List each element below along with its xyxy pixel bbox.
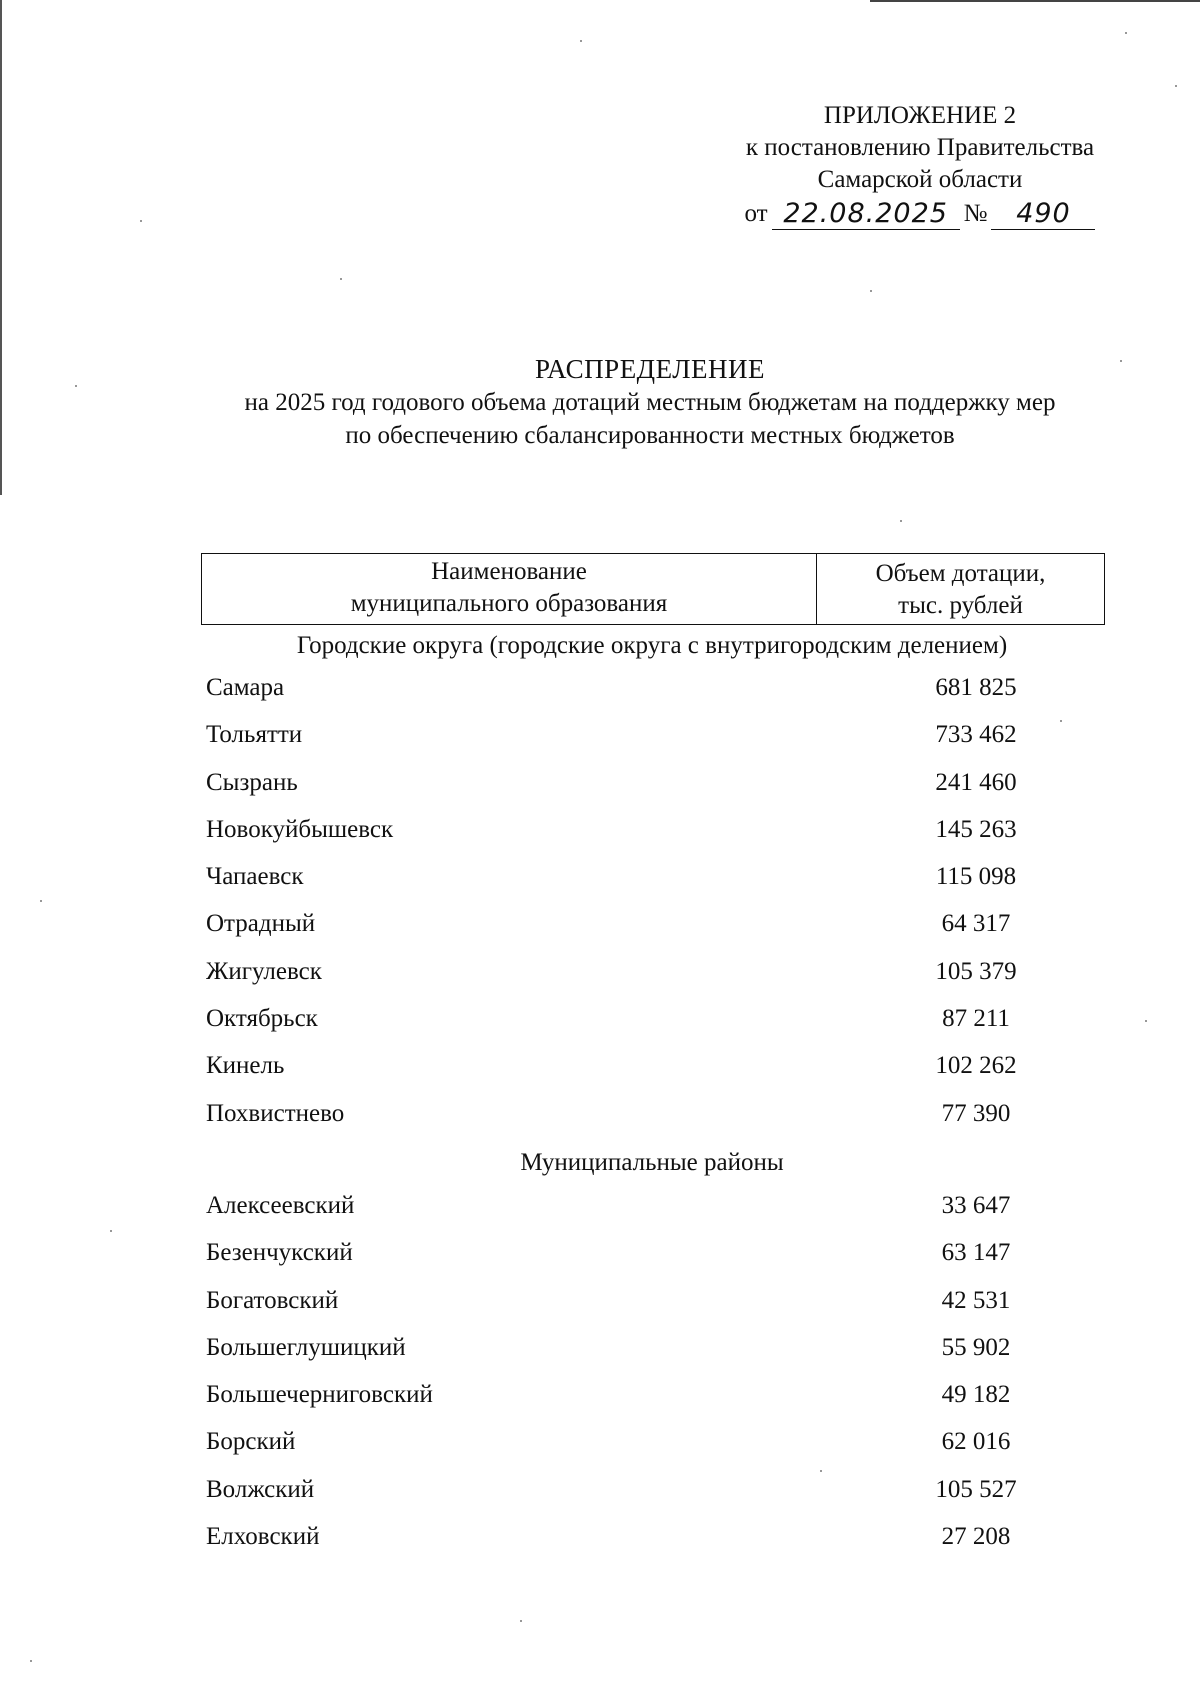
- table-row: [206, 672, 1106, 719]
- scan-speck: [1145, 1020, 1147, 1022]
- scan-speck: [1060, 720, 1062, 722]
- row-value: 27 208: [941, 1523, 1011, 1551]
- row-name: Самара: [206, 674, 285, 701]
- appendix-reference: к постановлению Правительства: [745, 134, 1095, 161]
- table-row: [206, 861, 1106, 908]
- scan-edge-left: [0, 0, 2, 495]
- scan-speck: [900, 520, 902, 522]
- header-name-column: [202, 554, 817, 624]
- title-line-3: по обеспечению сбалансированности местных бюджетов: [345, 422, 955, 449]
- row-value: 77 390: [941, 1099, 1011, 1127]
- section-heading-municipal-districts: Муниципальные районы: [520, 1149, 784, 1176]
- section-rows-city-districts: [206, 672, 1106, 1145]
- table-row: [206, 1332, 1106, 1379]
- row-name: Сызрань: [206, 768, 298, 796]
- table-row: [206, 1098, 1106, 1145]
- row-name: Октябрьск: [206, 1005, 318, 1033]
- table-row: [206, 719, 1106, 766]
- row-value: 42 531: [941, 1286, 1011, 1314]
- row-name: Тольятти: [206, 721, 303, 749]
- handwritten-number: 490: [991, 199, 1095, 230]
- row-name: Алексеевский: [206, 1192, 355, 1219]
- row-value: 681 825: [935, 674, 1017, 701]
- appendix-date-number: [700, 198, 1140, 230]
- scan-speck: [870, 290, 872, 292]
- scan-speck: [40, 900, 42, 902]
- scan-speck: [110, 1230, 112, 1232]
- row-value: 241 460: [935, 768, 1017, 796]
- row-name: Богатовский: [206, 1286, 339, 1314]
- header-name-line1: Наименование: [431, 558, 587, 585]
- scan-speck: [1125, 32, 1127, 34]
- row-value: 102 262: [935, 1052, 1017, 1080]
- table-row: [206, 1285, 1106, 1332]
- number-sign: №: [963, 200, 988, 227]
- title-main: РАСПРЕДЕЛЕНИЕ: [534, 354, 766, 384]
- document-title: [170, 353, 1130, 452]
- scan-speck: [580, 40, 582, 42]
- row-name: Большеглушицкий: [206, 1333, 406, 1361]
- row-name: Похвистнево: [206, 1099, 345, 1127]
- table-row: [206, 1521, 1106, 1568]
- appendix-region: Самарской области: [817, 166, 1023, 193]
- table-header: [201, 553, 1105, 625]
- table-row: [206, 908, 1106, 955]
- header-value-column: [817, 554, 1104, 624]
- scan-speck: [30, 1660, 32, 1662]
- row-name: Елховский: [206, 1523, 320, 1551]
- row-value: 33 647: [941, 1192, 1011, 1219]
- table-row: [206, 1426, 1106, 1473]
- row-name: Волжский: [206, 1475, 315, 1503]
- scan-speck: [1175, 85, 1177, 87]
- row-value: 62 016: [941, 1428, 1011, 1456]
- row-name: Жигулевск: [206, 957, 322, 985]
- scan-speck: [140, 220, 142, 222]
- handwritten-date: 22.08.2025: [772, 199, 960, 230]
- table-row: [206, 767, 1106, 814]
- scan-speck: [520, 1620, 522, 1622]
- scan-speck: [340, 278, 342, 280]
- appendix-title: ПРИЛОЖЕНИЕ 2: [823, 102, 1017, 129]
- table-row: [206, 956, 1106, 1003]
- row-value: 105 527: [935, 1475, 1017, 1503]
- row-name: Большечерниговский: [206, 1381, 433, 1409]
- table-row: [206, 1190, 1106, 1237]
- header-value-line1: Объем дотации,: [875, 560, 1046, 587]
- row-value: 145 263: [935, 815, 1017, 843]
- table-row: [206, 1050, 1106, 1097]
- table-row: [206, 1237, 1106, 1284]
- row-value: 733 462: [935, 721, 1017, 749]
- scan-speck: [820, 1470, 822, 1472]
- appendix-header: [700, 100, 1140, 230]
- row-name: Отрадный: [206, 910, 316, 938]
- header-name-line2: муниципального образования: [350, 590, 668, 617]
- row-value: 115 098: [935, 863, 1017, 891]
- row-value: 63 147: [941, 1239, 1011, 1267]
- scan-edge-top: [870, 0, 1200, 2]
- scan-speck: [75, 385, 77, 387]
- row-name: Борский: [206, 1428, 296, 1456]
- date-prefix: от: [744, 200, 768, 227]
- row-value: 105 379: [935, 957, 1017, 985]
- table-row: [206, 1003, 1106, 1050]
- section-rows-municipal-districts: [206, 1190, 1106, 1568]
- row-name: Новокуйбышевск: [206, 815, 394, 843]
- row-value: 87 211: [942, 1005, 1010, 1033]
- row-value: 49 182: [941, 1381, 1011, 1409]
- table-row: [206, 814, 1106, 861]
- row-value: 64 317: [941, 910, 1011, 938]
- section-heading-city-districts: Городские округа (городские округа с внутригородским делением): [296, 632, 1008, 659]
- row-value: 55 902: [941, 1333, 1011, 1361]
- row-name: Безенчукский: [206, 1239, 353, 1267]
- scan-speck: [1120, 360, 1122, 362]
- table-row: [206, 1474, 1106, 1521]
- table-row: [206, 1379, 1106, 1426]
- row-name: Чапаевск: [206, 863, 304, 891]
- row-name: Кинель: [206, 1052, 285, 1080]
- header-value-line2: тыс. рублей: [898, 592, 1023, 619]
- title-line-2: на 2025 год годового объема дотаций местным бюджетам на поддержку мер: [244, 389, 1056, 416]
